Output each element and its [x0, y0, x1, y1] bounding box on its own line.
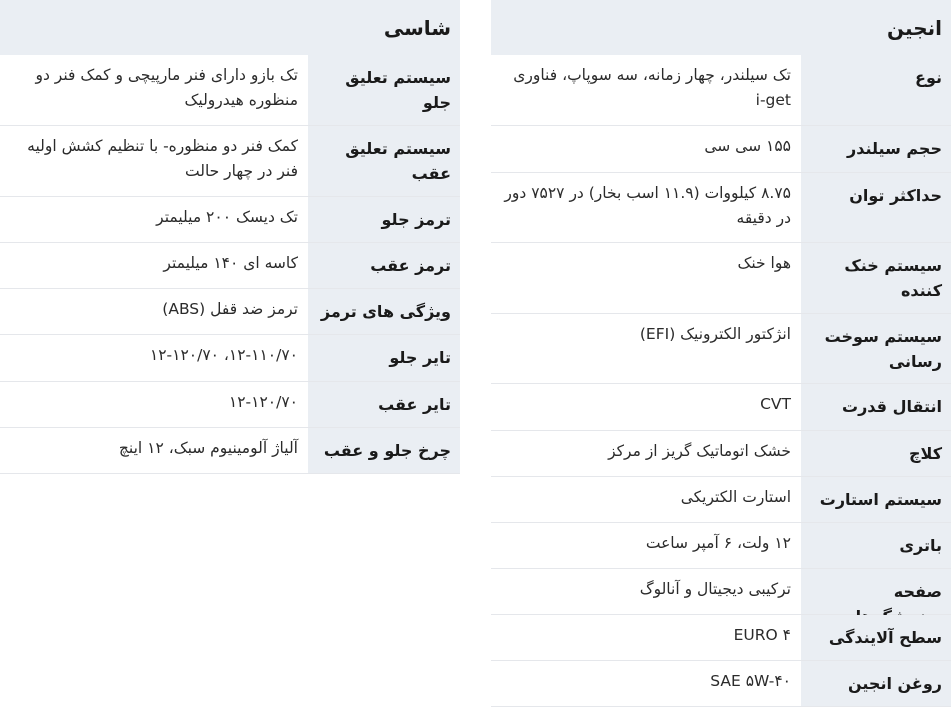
- spec-value: ۱۲-۱۱۰/۷۰، ۱۲-۱۲۰/۷۰: [0, 335, 308, 381]
- chassis-table-title: شاسی: [383, 15, 451, 40]
- spec-value: تک سیلندر، چهار زمانه، سه سوپاپ، فناوری i-get: [491, 55, 801, 125]
- engine-table-title: انجین: [887, 15, 942, 40]
- spec-label: حداکثر توان: [801, 173, 951, 242]
- table-row: [491, 126, 951, 173]
- spec-label: حجم سیلندر: [801, 126, 951, 172]
- spec-value: تک بازو دارای فنر مارپیچی و کمک فنر دو منظوره هیدرولیک: [0, 55, 308, 125]
- spec-label: صفحه: [801, 569, 951, 614]
- spec-label: تایر عقب: [308, 382, 460, 427]
- spec-label: ترمز جلو: [308, 197, 460, 242]
- spec-value: ترکیبی دیجیتال و آنالوگ: [491, 569, 801, 614]
- spec-label: چرخ جلو و عقب: [308, 428, 460, 473]
- table-row: [491, 477, 951, 523]
- table-row: [0, 126, 460, 197]
- spec-label: ترمز عقب: [308, 243, 460, 288]
- chassis-spec-table: [0, 0, 460, 474]
- spec-value: استارت الکتریکی: [491, 477, 801, 522]
- spec-label: تایر جلو: [308, 335, 460, 381]
- spec-value: ۸.۷۵ کیلووات (۱۱.۹ اسب بخار) در ۷۵۲۷ دور در دقیقه: [491, 173, 801, 242]
- spec-label: نوع: [801, 55, 951, 125]
- spec-label: سیستم استارت: [801, 477, 951, 522]
- spec-label: کلاچ: [801, 431, 951, 476]
- spec-value: کاسه ای ۱۴۰ میلیمتر: [0, 243, 308, 288]
- spec-label: سیستم تعلیق جلو: [308, 55, 460, 125]
- spec-value: کمک فنر دو منظوره- با تنظیم کشش اولیه فنر در چهار حالت: [0, 126, 308, 196]
- spec-label: ویژگی های ترمز: [308, 289, 460, 334]
- spec-label: روغن انجین: [801, 661, 951, 706]
- table-row: [491, 243, 951, 314]
- spec-label: سطح آلایندگی: [801, 615, 951, 660]
- spec-value: آلیاژ آلومینیوم سبک، ۱۲ اینچ: [0, 428, 308, 473]
- table-row: [0, 197, 460, 243]
- table-row: [0, 428, 460, 474]
- table-row: [491, 615, 951, 661]
- table-row: [0, 382, 460, 428]
- spec-value: CVT: [491, 384, 801, 430]
- spec-label: سیستم تعلیق عقب: [308, 126, 460, 196]
- table-row: [491, 661, 951, 707]
- spec-value: هوا خنک: [491, 243, 801, 313]
- table-row: [491, 55, 951, 126]
- spec-value: ۱۵۵ سی سی: [491, 126, 801, 172]
- spec-value: ترمز ضد قفل (ABS): [0, 289, 308, 334]
- spec-value: ۱۲ ولت، ۶ آمپر ساعت: [491, 523, 801, 568]
- spec-value: تک دیسک ۲۰۰ میلیمتر: [0, 197, 308, 242]
- engine-table-header: [491, 0, 951, 55]
- spec-value: خشک اتوماتیک گریز از مرکز: [491, 431, 801, 476]
- spec-label: باتری: [801, 523, 951, 568]
- table-row: [0, 243, 460, 289]
- chassis-table-header: [0, 0, 460, 55]
- spec-label: سیستم خنک کننده: [801, 243, 951, 313]
- table-row: [491, 173, 951, 243]
- spec-value: SAE ۵W-۴۰: [491, 661, 801, 706]
- spec-label: انتقال قدرت: [801, 384, 951, 430]
- spec-value: EURO ۴: [491, 615, 801, 660]
- spec-value: ۱۲-۱۲۰/۷۰: [0, 382, 308, 427]
- table-row: [491, 523, 951, 569]
- table-row: [491, 569, 951, 615]
- table-row: [491, 314, 951, 384]
- engine-spec-table: [491, 0, 951, 707]
- table-row: [0, 289, 460, 335]
- table-row: [0, 335, 460, 382]
- spec-label: سیستم سوخت رسانی: [801, 314, 951, 383]
- table-row: [491, 384, 951, 431]
- table-row: [491, 431, 951, 477]
- spec-value: انژکتور الکترونیک (EFI): [491, 314, 801, 383]
- table-row: [0, 55, 460, 126]
